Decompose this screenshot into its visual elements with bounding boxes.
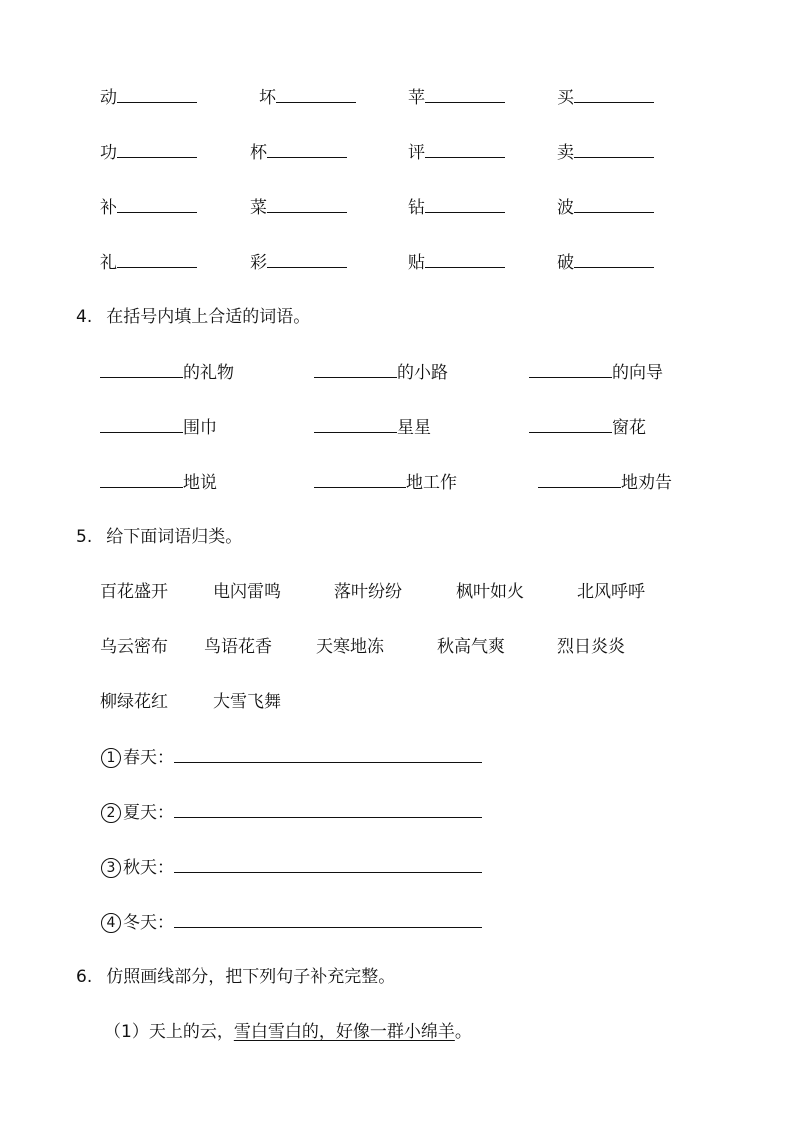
answer-blank[interactable]	[574, 197, 654, 213]
char-cell: 钻	[408, 197, 505, 218]
circled-number: 2	[101, 803, 121, 823]
char-cell: 贴	[408, 252, 505, 273]
answer-blank[interactable]	[100, 472, 183, 488]
phrase-cell: 的向导	[529, 362, 663, 383]
answer-line[interactable]	[174, 912, 482, 928]
question-4-heading: 4. 在括号内填上合适的词语。	[76, 307, 311, 327]
answer-line[interactable]	[174, 802, 482, 818]
word-item: 大雪飞舞	[213, 692, 281, 712]
answer-blank[interactable]	[117, 87, 197, 103]
char-cell: 坏	[259, 87, 356, 108]
answer-blank[interactable]	[425, 142, 505, 158]
word-item: 电闪雷鸣	[213, 582, 281, 602]
char-cell: 买	[557, 87, 654, 108]
category-autumn: 3 秋天：	[101, 857, 482, 878]
q6-item-1: （1）天上的云，雪白雪白的，好像一群小绵羊。	[104, 1022, 472, 1042]
phrase-cell: 的礼物	[100, 362, 234, 383]
underlined-model-phrase: 雪白雪白的，好像一群小绵羊	[233, 1022, 455, 1042]
question-6-heading: 6. 仿照画线部分，把下列句子补充完整。	[76, 967, 396, 987]
answer-blank[interactable]	[314, 417, 397, 433]
phrase-cell: 地说	[100, 472, 217, 493]
char-cell: 破	[557, 252, 654, 273]
answer-blank[interactable]	[529, 417, 612, 433]
answer-line[interactable]	[174, 857, 482, 873]
answer-line[interactable]	[174, 747, 482, 763]
circled-number: 1	[101, 748, 121, 768]
circled-number: 3	[101, 858, 121, 878]
char-cell: 礼	[100, 252, 197, 273]
answer-blank[interactable]	[574, 87, 654, 103]
question-5-heading: 5. 给下面词语归类。	[76, 527, 243, 547]
answer-blank[interactable]	[267, 252, 347, 268]
char-cell: 杯	[250, 142, 347, 163]
answer-blank[interactable]	[117, 142, 197, 158]
answer-blank[interactable]	[100, 362, 183, 378]
answer-blank[interactable]	[267, 142, 347, 158]
answer-blank[interactable]	[425, 87, 505, 103]
char-cell: 波	[557, 197, 654, 218]
word-item: 乌云密布	[100, 637, 168, 657]
word-item: 秋高气爽	[437, 637, 505, 657]
char-cell: 补	[100, 197, 197, 218]
char-cell: 功	[100, 142, 197, 163]
phrase-cell: 地劝告	[538, 472, 672, 493]
answer-blank[interactable]	[117, 197, 197, 213]
answer-blank[interactable]	[100, 417, 183, 433]
circled-number: 4	[101, 913, 121, 933]
phrase-cell: 围巾	[100, 417, 217, 438]
answer-blank[interactable]	[425, 252, 505, 268]
word-item: 鸟语花香	[204, 637, 272, 657]
answer-blank[interactable]	[529, 362, 612, 378]
answer-blank[interactable]	[314, 362, 397, 378]
char-cell: 苹	[408, 87, 505, 108]
category-spring: 1 春天：	[101, 747, 482, 768]
category-summer: 2 夏天：	[101, 802, 482, 823]
char-cell: 彩	[250, 252, 347, 273]
word-item: 百花盛开	[100, 582, 168, 602]
answer-blank[interactable]	[538, 472, 621, 488]
char-cell: 卖	[557, 142, 654, 163]
answer-blank[interactable]	[425, 197, 505, 213]
phrase-cell: 窗花	[529, 417, 646, 438]
answer-blank[interactable]	[117, 252, 197, 268]
word-item: 北风呼呼	[577, 582, 645, 602]
word-item: 烈日炎炎	[557, 637, 625, 657]
answer-blank[interactable]	[267, 197, 347, 213]
phrase-cell: 星星	[314, 417, 431, 438]
word-item: 枫叶如火	[456, 582, 524, 602]
category-winter: 4 冬天：	[101, 912, 482, 933]
char-cell: 动	[100, 87, 197, 108]
phrase-cell: 地工作	[314, 472, 457, 493]
char-cell: 菜	[250, 197, 347, 218]
answer-blank[interactable]	[574, 252, 654, 268]
char-cell: 评	[408, 142, 505, 163]
answer-blank[interactable]	[314, 472, 406, 488]
word-item: 落叶纷纷	[334, 582, 402, 602]
answer-blank[interactable]	[276, 87, 356, 103]
word-item: 天寒地冻	[316, 637, 384, 657]
answer-blank[interactable]	[574, 142, 654, 158]
word-item: 柳绿花红	[100, 692, 168, 712]
phrase-cell: 的小路	[314, 362, 448, 383]
